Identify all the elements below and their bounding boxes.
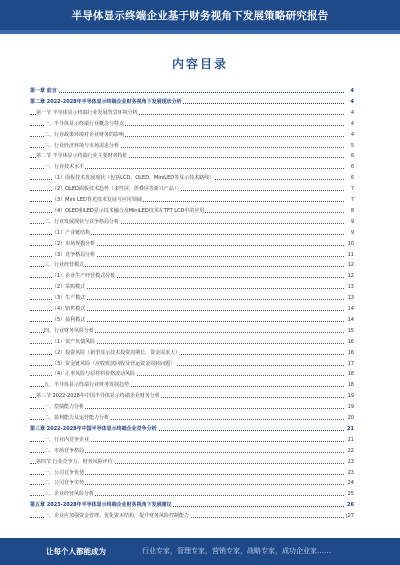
toc-entry[interactable] (30, 260, 354, 270)
toc-entry-text: （3）竞争格局分析 (52, 251, 96, 258)
toc-entry[interactable] (30, 195, 354, 205)
page-number: 1 (345, 514, 349, 520)
toc-entry[interactable] (30, 391, 354, 401)
table-of-contents (30, 86, 354, 522)
toc-entry-text: 一、公司竞争优势 (44, 469, 85, 476)
toc-entry-page: 6 (350, 153, 354, 160)
toc-entry[interactable] (30, 86, 354, 96)
toc-entry-page: 7 (350, 197, 354, 203)
toc-entry-text: （1）资产负债风险 (52, 338, 96, 345)
toc-entry-text: 一、半导体显示终端行业概念与特点 (44, 120, 125, 127)
toc-entry-page: 9 (350, 229, 354, 236)
toc-entry-page: 25 (347, 491, 354, 498)
toc-entry[interactable] (30, 402, 354, 412)
toc-entry-text: 二、盈利能力及运营能力分析 (44, 415, 110, 421)
toc-entry-text: （3）Mini LED背光技术发展与应用领域 (52, 197, 142, 203)
toc-entry-text: （1）产业链结构 (52, 229, 91, 236)
toc-entry-text: 第二章 2022-2028年半导体显示终端企业财务视角下发展现状分析 (30, 98, 182, 105)
toc-entry-text: （3）资金链风险（应收账款回收及营运资金周转问题） (52, 360, 176, 367)
toc-entry[interactable] (30, 282, 354, 292)
toc-entry-text: 第一节 半导体显示终端行业发展背景环境分析 (36, 109, 138, 116)
toc-entry-page: 18 (347, 371, 354, 378)
toc-entry-text: 第四节 行业竞争力、财务风险评价 (36, 458, 113, 465)
toc-entry-page: 4 (350, 131, 354, 138)
toc-entry-page: 10 (347, 240, 354, 247)
toc-entry[interactable] (30, 97, 354, 107)
toc-entry-text: （4）OLED和LED显示技术融合及MiniLED技术在TFT LCD中的应用 (52, 207, 205, 214)
toc-entry-page: 4 (350, 88, 354, 94)
toc-entry[interactable] (30, 184, 354, 194)
toc-entry-text: 第三章 2022-2028年中国半导体显示终端企业竞争分析 (30, 425, 157, 432)
toc-entry-page: 24 (347, 480, 354, 487)
toc-entry-text: 一、偿债能力分析 (44, 404, 85, 411)
toc-entry[interactable] (30, 337, 354, 347)
toc-entry-page: 19 (347, 404, 354, 411)
toc-entry-page: 13 (347, 284, 354, 291)
toc-entry[interactable] (30, 369, 354, 379)
toc-entry-page: 11 (347, 251, 354, 258)
toc-entry-text: 第五章 2023-2028年半导体显示终端企业财务视角下发展建议 (30, 502, 172, 509)
toc-entry-page: 15 (347, 327, 354, 334)
toc-entry[interactable] (30, 315, 354, 325)
toc-entry-text: 四、行业财务风险分析 (44, 327, 95, 334)
toc-entry-page: 26 (347, 502, 354, 509)
toc-entry-text: 一、企业应加强资金管理、优化资本结构，提升财务风险控制能力 (44, 513, 190, 520)
toc-entry[interactable] (30, 271, 354, 281)
page-footer (0, 538, 400, 565)
page-header (0, 0, 400, 30)
toc-entry-page: 8 (350, 207, 354, 214)
toc-entry-text: （5）盈利模式 (52, 316, 86, 323)
toc-entry-page: 14 (347, 316, 354, 323)
toc-entry-page: 16 (347, 338, 354, 345)
toc-entry[interactable] (30, 108, 354, 118)
toc-entry[interactable] (30, 250, 354, 260)
toc-entry-text: （4）销售模式 (52, 306, 86, 312)
toc-entry-page: 6 (350, 175, 354, 182)
toc-entry[interactable] (30, 435, 354, 445)
toc-entry-text: （4）汇率风险与原材料价格波动风险 (52, 371, 136, 378)
toc-entry-text: （2）市场规模分析 (52, 240, 96, 247)
toc-entry-page: 27 (347, 513, 354, 520)
toc-entry[interactable] (30, 119, 354, 129)
toc-entry[interactable] (30, 348, 354, 358)
toc-entry-text: 一、行业内竞争企业 (44, 436, 90, 443)
toc-entry[interactable] (30, 173, 354, 183)
toc-entry-page: 12 (347, 262, 354, 269)
toc-entry[interactable] (30, 206, 354, 216)
toc-entry-page: 21 (347, 436, 354, 443)
toc-entry[interactable] (30, 151, 354, 161)
toc-entry-text: 五、半导体显示终端行业财务发展趋势 (44, 382, 130, 389)
toc-entry-text: （1）企业生产经营模式分析 (52, 273, 116, 280)
toc-entry[interactable] (30, 304, 354, 314)
toc-entry-text: （2）采购模式 (52, 284, 86, 291)
toc-entry-text: 第一章 前言 (30, 88, 57, 94)
footer-slogan-left: 让每个人都能成为 (46, 547, 106, 556)
toc-entry-page: 19 (347, 393, 354, 400)
toc-entry-text: 二、公司竞争劣势 (44, 480, 85, 487)
toc-entry[interactable] (30, 228, 354, 238)
toc-entry-page: 4 (350, 109, 354, 116)
toc-entry-page: 5 (350, 142, 354, 149)
toc-entry-text: （1）面板技术发展现状（包括LCD、OLED、MiniLED等显示技术路线） (52, 175, 215, 182)
toc-entry[interactable] (30, 457, 354, 467)
footer-slogan-right: 行业专家，管理专家，营销专家，战略专家，成功企业家…… (142, 547, 331, 555)
toc-entry[interactable] (30, 478, 354, 488)
toc-entry[interactable] (30, 217, 354, 227)
toc-entry-page: 4 (350, 120, 354, 127)
toc-entry-page: 6 (350, 164, 354, 171)
toc-entry[interactable] (30, 413, 354, 423)
toc-entry-text: 第三节 2022-2028年中国半导体显示终端企业财务分析 (36, 393, 160, 400)
toc-dot-leader (30, 92, 344, 93)
toc-entry-page: 17 (347, 360, 354, 367)
toc-entry[interactable] (30, 293, 354, 303)
toc-entry-page: 12 (347, 273, 354, 280)
toc-entry-page: 7 (350, 186, 354, 193)
toc-entry-text: 三、企业经营风险分析 (44, 491, 95, 498)
toc-entry-page: 14 (347, 306, 354, 312)
toc-heading: 内容目录 (171, 57, 228, 71)
toc-entry-text: 第二节 半导体显示终端行业主要财务特征 (36, 153, 128, 160)
toc-entry[interactable] (30, 130, 354, 140)
toc-entry-text: 二、行业发展现状与竞争格局分析 (44, 218, 120, 225)
toc-entry-text: 一、行业技术水平 (44, 164, 85, 171)
toc-entry-text: （2）投资风险（新型显示技术投资周期长、资金需求大） (52, 349, 181, 356)
toc-entry-text: 二、市场竞争格局 (44, 447, 85, 454)
toc-entry[interactable] (30, 380, 354, 390)
toc-entry-page: 4 (350, 98, 354, 105)
toc-entry[interactable] (30, 326, 354, 336)
toc-entry-text: 二、行业政策环境对企业财务的影响 (44, 131, 125, 138)
toc-entry-page: 16 (347, 349, 354, 356)
toc-entry[interactable] (30, 141, 354, 151)
toc-entry-page: 21 (347, 425, 354, 432)
toc-entry-page: 23 (347, 458, 354, 465)
toc-entry[interactable] (30, 511, 354, 521)
toc-entry-page: 22 (347, 447, 354, 454)
toc-entry-page: 18 (347, 382, 354, 389)
toc-entry[interactable] (30, 359, 354, 369)
toc-entry-text: （2）OLED面板技术趋势（柔性屏、折叠屏等新兴产品） (52, 186, 179, 193)
toc-entry-page: 23 (347, 469, 354, 476)
toc-entry[interactable] (30, 424, 354, 434)
toc-entry-text: 三、行业经济环境与市场需求分析 (44, 142, 120, 149)
toc-entry[interactable] (30, 162, 354, 172)
header-accent-bar (0, 30, 400, 34)
toc-entry[interactable] (30, 468, 354, 478)
toc-entry-text: （3）生产模式 (52, 295, 86, 302)
toc-entry[interactable] (30, 489, 354, 499)
toc-entry-page: 13 (347, 295, 354, 302)
toc-entry-page: 20 (347, 415, 354, 421)
toc-entry[interactable] (30, 239, 354, 249)
toc-entry-text: 三、行业经营模式 (44, 262, 85, 269)
toc-entry-page: 9 (350, 218, 354, 225)
report-title: 半导体显示终端企业基于财务视角下发展策略研究报告 (71, 10, 329, 22)
toc-entry[interactable] (30, 500, 354, 510)
toc-entry[interactable] (30, 446, 354, 456)
